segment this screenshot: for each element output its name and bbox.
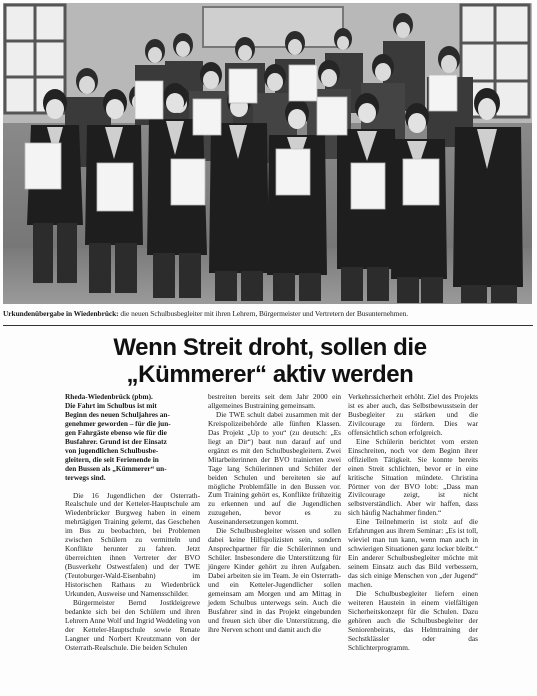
paragraph: Die TWE schult dabei zusammen mit der Kreispolizeibehörde alle fünften Klassen. Das Projekt „Up to you“ (zu deutsch: „Es liegt an Dir“) baut nun darauf auf und ergänzt es mit den Schulbusbegleitern. Zwei Mitarbeiterinnen der BVO trainierten zwei Tage lang Schülerinnen und Schüler der beiden Schulen und bereiteten sie auf mögliche Problemfälle in den Bussen vor. Zum Training gehört es, Konflikte frühzeitig zu erkennen und auf die Jugendlichen zuzugehen, bevor es zu Auseinandersetzungen kommt. — [208, 409, 341, 527]
article-column-2 — [208, 393, 341, 635]
lead-line: den Bussen als „Kümmerer“ un- — [65, 463, 167, 473]
lead-line: Die Fahrt im Schulbus ist mit — [65, 400, 157, 410]
article-lead — [65, 393, 200, 483]
lead-line: Beginn des neuen Schuljahres an- — [65, 409, 170, 419]
photo-caption — [3, 309, 533, 319]
lead-line: gen Fahrgäste ebenso wie für die — [65, 427, 167, 437]
caption-text: die neuen Schulbusbegleiter mit ihren Lehrern, Bürgermeister und Vertretern der Busunternehmen. — [118, 309, 409, 318]
headline-line-1: Wenn Streit droht, sollen die — [113, 334, 427, 361]
paragraph: Bürgermeister Bernd Jostkleigrewe bedankte sich bei den Schülern und ihren Lehrern Anne Wolf und Ingrid Weddeling von der Ketteler-Hauptschule sowie Renate Langner und Norbert Kreutzmann von der Osterrath-Realschule. Die beiden Schulen — [65, 597, 200, 652]
paragraph: Eine Schülerin berichtet vom ersten Einschreiten, noch vor dem Beginn ihrer offiziellen Tätigkeit. Sie konnte bereits einen Streit schlichten, bevor er in eine kritische Situation mündete. Christina Pörtner von der BVO lobt: „Dass man Zivilcourage zeigt, ist nicht selbstverständlich. Aber wir haffen, dass sich häufig Nachahmer finden.“ — [348, 436, 478, 518]
divider — [3, 325, 533, 326]
lead-line: Busfahrer. Grund ist der Einsatz — [65, 436, 167, 446]
article-column-1 — [65, 393, 200, 653]
article-column-3 — [348, 393, 478, 653]
paragraph: Eine Teilnehmerin ist stolz auf die Erfahrungen aus ihrem Seminar: „Es ist toll, wieviel man tun kann, wenn man auch in schwierigen Situationen ganz locker bleibt.“ Ein anderer Schulbusbegleiter möchte mit seinem Einsatz auch das Bild verbessern, das sich einige Menschen von „der Jugend“ machen. — [348, 517, 478, 590]
lead-line: terwegs sind. — [65, 472, 106, 482]
paragraph: bestreiten bereits seit dem Jahr 2000 ein allgemeines Bustraining gemeinsam. — [208, 392, 341, 410]
group-photo — [3, 3, 532, 304]
paragraph: Verkehrssicherheit erhöht. Ziel des Projekts ist es aber auch, das Selbstbewusstsein der Busbegleiter zu stärken und die Zivilcourage zu fördern. Dies war offensichtlich schon erfolgreich. — [348, 392, 478, 437]
lead-line: von jugendlichen Schulbusbe- — [65, 445, 159, 455]
paragraph: Die Schulbusbegleiter wissen und sollen dabei keine Hilfspolizisten sein, sondern Ansprechpartner für die Schülerinnen und Schüler. Insbesondere die Unterstützung für jüngere Kinder gehört zu ihren Aufgaben. Dabei arbeiten sie im Team. Je ein Osterrath- und ein Ketteler-Jugendlicher sollen gemeinsam am Morgen und am Mittag in jedem Schulbus unterwegs sein. Auch die Busfahrer sind in das Projekt eingebunden und freuen sich über die Unterstützung, die ihre Nerven schont und damit auch die — [208, 526, 341, 634]
caption-label: Urkundenübergabe in Wiedenbrück: — [3, 309, 119, 318]
paragraph: Die Schulbusbegleiter liefern einen weiteren Haustein in einem vielfältigen Sicherheitskonzept für die Schulen. Dazu gehören auch die Schulbusbegleiter der Seniorenbeirats, das Helmtraining der Sechstklässler oder das Schlichterprogramm. — [348, 588, 478, 652]
lead-line: genehmer geworden – für die jun- — [65, 418, 171, 428]
headline-line-2: „Kümmerer“ aktiv werden — [126, 361, 414, 388]
lead-line: gleitern, die seit Ferienende in — [65, 454, 159, 464]
lead-line: Rheda-Wiedenbrück (pbm). — [65, 392, 153, 401]
paragraph: Die 16 Jugendlichen der Osterrath-Realschule und der Ketteler-Hauptschule am Wiedenbrücker Burgweg haben in einem mehrtägigen Training gelernt, das Geschehen im Bus zu beobachten, bei Problemen zwischen Schülern zu vermitteln und Konflikte herunter zu fahren. Jetzt überreichten ihnen Vertreter der BVO (Busverkehr Ostwestfalen) und der TWE (Teutoburger-Wald-Eisenbahn) im Historischen Rathaus zu Wiedenbrück Urkunden, Ausweise und Namensschilder. — [65, 490, 200, 599]
